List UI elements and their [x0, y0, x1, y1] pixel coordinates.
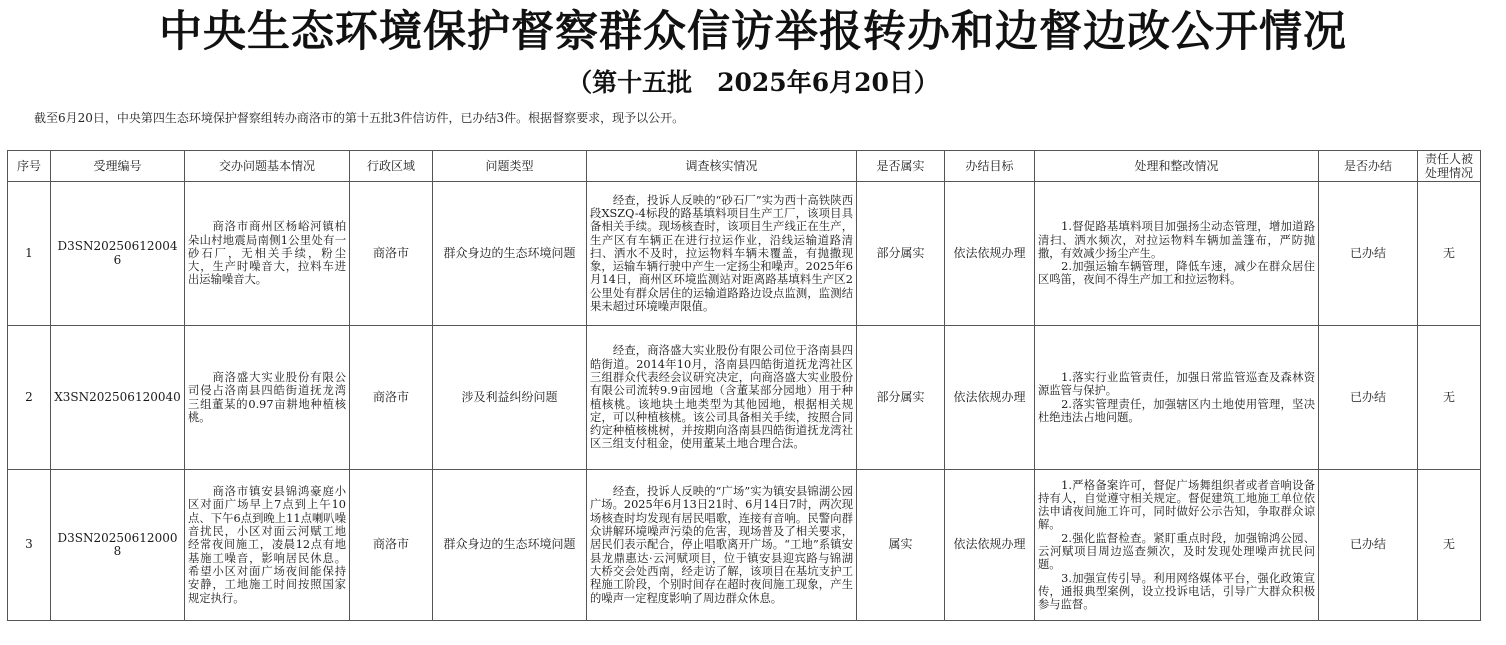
cell-investigation: 经查，商洛盛大实业股份有限公司位于洛南县四皓街道。2014年10月，洛南县四皓街道抚龙湾社区三组群众代表经会议研究决定，向商洛盛大实业股份有限公司流转9.9亩园地（含董某部分园地）用于种植核桃。该地块土地类型为其他园地，根据相关规定，可以种植核桃。该公司具备相关手续，按照合同约定种植核桃树，并按期向洛南县四皓街道抚龙湾社区三组支付租金，使用董某土地合理合法。 [587, 326, 857, 470]
cell-region: 商洛市 [350, 470, 433, 621]
cell-verified: 部分属实 [857, 326, 945, 470]
complaint-table [7, 150, 1481, 621]
cell-investigation: 经查，投诉人反映的“砂石厂”实为西十高铁陕西段XSZQ-4标段的路基填料项目生产工厂，该项目具备相关手续。现场核查时，该项目生产线正在生产，生产区有车辆正在进行拉运作业，沿线运输道路清扫、洒水不及时，拉运物料车辆未覆盖，有抛撒现象，运输车辆行驶中产生一定扬尘和噪声。2025年6月14日，商州区环境监测站对距离路基填料生产区2公里处有群众居住的运输道路路边设点监测，监测结果未超过环境噪声限值。 [587, 182, 857, 326]
cell-code: X3SN202506120040 [51, 326, 185, 470]
cell-type: 群众身边的生态环境问题 [433, 182, 587, 326]
table-row [8, 182, 1481, 326]
cell-issue: 商洛盛大实业股份有限公司侵占洛南县四皓街道抚龙湾三组董某的0.97亩耕地种植核桃。 [185, 326, 350, 470]
cell-punished: 无 [1418, 470, 1481, 621]
cell-rectification: 1.督促路基填料项目加强扬尘动态管理，增加道路清扫、洒水频次，对拉运物料车辆加盖篷布，严防抛撒，有效减少扬尘产生。 2.加强运输车辆管理，降低车速，减少在群众居住区鸣笛，夜间不得生产加工和拉运物料。 [1035, 182, 1319, 326]
cell-goal: 依法依规办理 [945, 182, 1035, 326]
cell-rectification: 1.严格备案许可，督促广场舞组织者或者音响设备持有人，自觉遵守相关规定。督促建筑工地施工单位依法申请夜间施工许可，同时做好公示告知，争取群众谅解。 2.强化监督检查。紧盯重点时段，加强锦鸿公园、云河赋项目周边巡查频次，及时发现处理噪声扰民问题。 3.加强宣传引导。利用网络媒体平台，强化政策宣传，通报典型案例，设立投诉电话，引导广大群众积极参与监督。 [1035, 470, 1319, 621]
cell-no: 2 [8, 326, 51, 470]
cell-issue: 商洛市商州区杨峪河镇柏朵山村地震局南侧1公里处有一砂石厂，无相关手续，粉尘大，生产时噪音大，拉料车进出运输噪音大。 [185, 182, 350, 326]
header-type: 问题类型 [433, 151, 587, 182]
cell-rectification: 1.落实行业监管责任，加强日常监管巡查及森林资源监管与保护。 2.落实管理责任，加强辖区内土地使用管理，坚决杜绝违法占地问题。 [1035, 326, 1319, 470]
header-goal: 办结目标 [945, 151, 1035, 182]
cell-type: 群众身边的生态环境问题 [433, 470, 587, 621]
table-row [8, 470, 1481, 621]
intro-text: 截至6月20日，中央第四生态环境保护督察组转办商洛市的第十五批3件信访件，已办结3件。根据督察要求，现予以公开。 [34, 111, 685, 125]
header-code: 受理编号 [51, 151, 185, 182]
cell-code: D3SN202506120008 [51, 470, 185, 621]
cell-closed: 已办结 [1319, 470, 1418, 621]
cell-punished: 无 [1418, 182, 1481, 326]
cell-goal: 依法依规办理 [945, 470, 1035, 621]
page-subtitle: （第十五批 2025年6月20日） [567, 68, 939, 97]
cell-no: 3 [8, 470, 51, 621]
header-closed: 是否办结 [1319, 151, 1418, 182]
cell-code: D3SN202506120046 [51, 182, 185, 326]
header-investigation: 调查核实情况 [587, 151, 857, 182]
cell-investigation: 经查，投诉人反映的“广场”实为镇安县锦湖公园广场。2025年6月13日21时、6月14日7时，两次现场核查时均发现有居民唱歌，连接有音响。民警向群众讲解环境噪声污染的危害，现场普及了相关要求，居民们表示配合，停止唱歌离开广场。“工地”系镇安县龙鼎惠达·云河赋项目，位于镇安县迎宾路与锦湖大桥交会处西南，经走访了解，该项目在基坑支护工程施工阶段，个别时间存在超时夜间施工现象，产生的噪声一定程度影响了周边群众休息。 [587, 470, 857, 621]
table-row [8, 326, 1481, 470]
cell-verified: 属实 [857, 470, 945, 621]
cell-closed: 已办结 [1319, 326, 1418, 470]
cell-region: 商洛市 [350, 326, 433, 470]
cell-verified: 部分属实 [857, 182, 945, 326]
table-header [8, 151, 1481, 182]
cell-punished: 无 [1418, 326, 1481, 470]
cell-type: 涉及利益纠纷问题 [433, 326, 587, 470]
header-no: 序号 [8, 151, 51, 182]
header-punished: 责任人被处理情况 [1418, 151, 1481, 182]
header-issue: 交办问题基本情况 [185, 151, 350, 182]
cell-no: 1 [8, 182, 51, 326]
header-rectification: 处理和整改情况 [1035, 151, 1319, 182]
header-verified: 是否属实 [857, 151, 945, 182]
cell-goal: 依法依规办理 [945, 326, 1035, 470]
cell-issue: 商洛市镇安县锦鸿豪庭小区对面广场早上7点到上午10点、下午6点到晚上11点喇叭噪音扰民，小区对面云河赋工地经常夜间施工，凌晨12点有地基施工噪音，影响居民休息。希望小区对面广场夜间能保持安静，工地施工时间按照国家规定执行。 [185, 470, 350, 621]
header-region: 行政区域 [350, 151, 433, 182]
cell-region: 商洛市 [350, 182, 433, 326]
page-title: 中央生态环境保护督察群众信访举报转办和边督边改公开情况 [159, 7, 1347, 57]
cell-closed: 已办结 [1319, 182, 1418, 326]
